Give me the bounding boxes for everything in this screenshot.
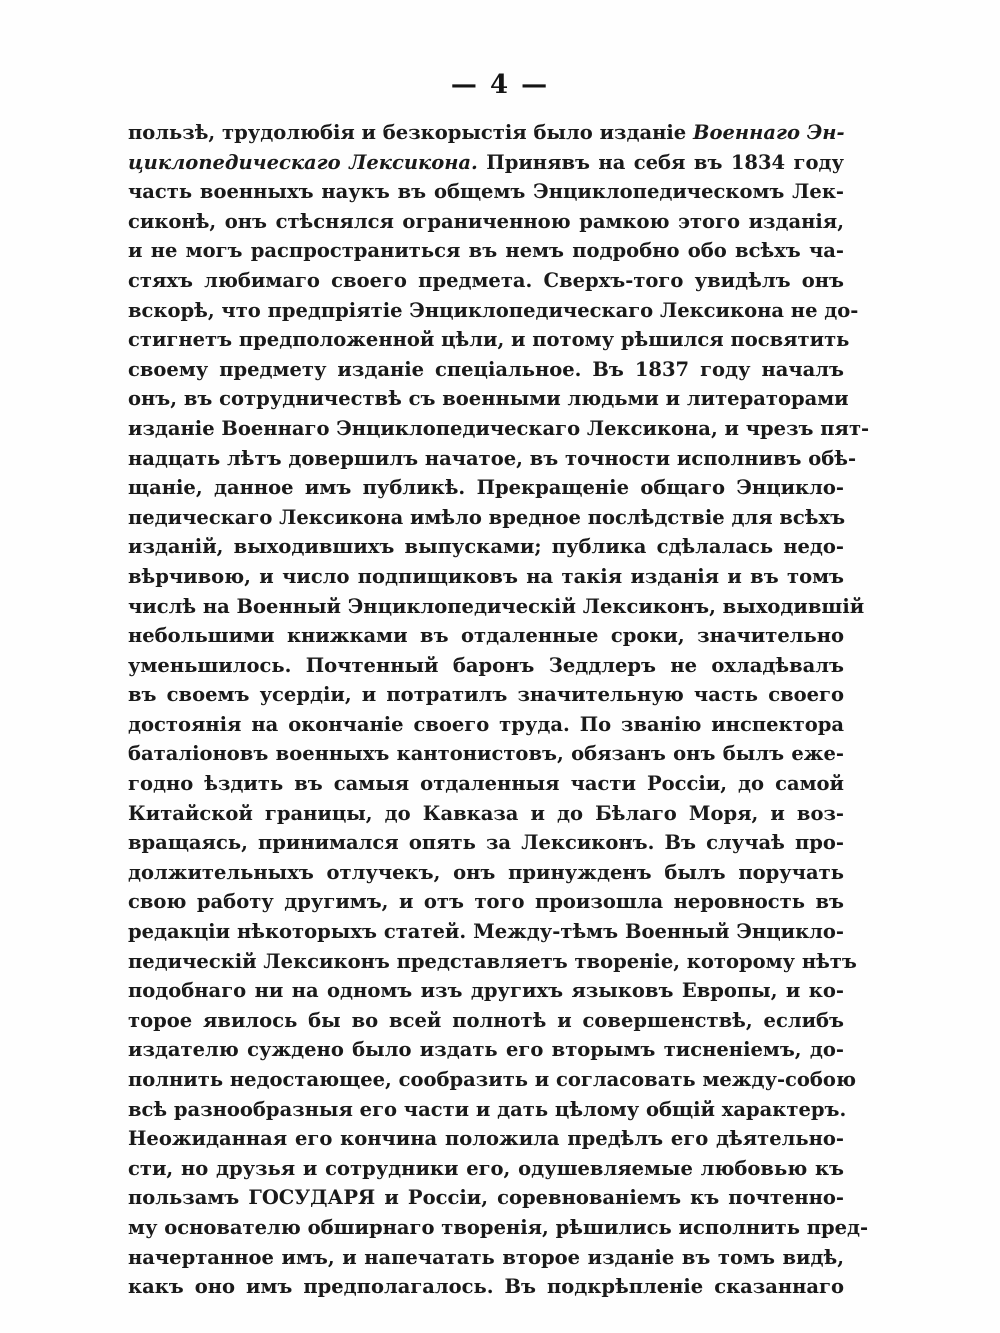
text-run: Неожиданная его кончина положила предѣлъ его дѣятельно- [128, 1127, 844, 1151]
text-line [128, 947, 857, 977]
text-line [128, 148, 844, 178]
italic-text-run: Военнаго Эн- [693, 121, 845, 144]
text-line [128, 858, 844, 888]
text-line [128, 384, 849, 414]
text-line [128, 1006, 844, 1036]
text-run: стигнетъ предположенной цѣли, и потому рѣшился посвятить [128, 328, 850, 352]
text-run: числѣ на Военный Энциклопедическій Лексиконъ, выходившій [128, 594, 865, 618]
text-run: вскорѣ, что предпріятіе Энциклопедическаго Лексикона не до- [128, 298, 859, 322]
text-run: свою работу другимъ, и отъ того произошла неровность въ [128, 890, 844, 914]
text-line [128, 414, 870, 444]
text-line [128, 976, 844, 1006]
text-run: полнить недостающее, сообразить и согласовать между-собою [128, 1068, 856, 1091]
text-run: педическаго Лексикона имѣло вредное послѣдствіе для всѣхъ [128, 505, 846, 529]
text-run: и не могъ распространиться въ немъ подробно обо всѣхъ ча- [128, 239, 844, 263]
text-line [128, 887, 844, 917]
text-line [128, 1035, 844, 1065]
text-run: уменьшилось. Почтенный баронъ Зеддлеръ не охладѣвалъ [128, 653, 844, 677]
text-line [128, 236, 844, 266]
text-line [128, 325, 850, 355]
text-run: часть военныхъ наукъ въ общемъ Энциклопедическомъ Лек- [128, 180, 844, 204]
text-line [128, 473, 844, 503]
text-run: щаніе, данное имъ публикѣ. Прекращеніе общаго Энцикло- [128, 476, 844, 500]
text-run: редакціи нѣкоторыхъ статей. Между-тѣмъ Военный Энцикло- [128, 920, 844, 944]
text-run: Принявъ на себя въ 1834 году [477, 150, 844, 174]
text-run: вращаясь, принимался опять за Лексиконъ. Въ случаѣ про- [128, 831, 844, 855]
text-run: надцать лѣтъ довершилъ начатое, въ точности исполнивъ обѣ- [128, 446, 857, 470]
text-line [128, 769, 844, 799]
text-line [128, 266, 844, 296]
text-run: вѣрчивою, и число подпищиковъ на такія изданія и въ томъ [128, 564, 844, 588]
text-run: Китайской границы, до Кавказа и до Бѣлаго Моря, и воз- [128, 801, 844, 825]
text-line [128, 1124, 844, 1154]
text-run: пользѣ, трудолюбія и безкорыстія было изданіе [128, 121, 694, 144]
text-run: должительныхъ отлучекъ, онъ принужденъ былъ поручать [128, 860, 844, 884]
text-line [128, 118, 844, 148]
text-run: му основателю обширнаго творенія, рѣшились исполнить пред- [128, 1215, 869, 1239]
text-run: достоянія на окончаніе своего труда. По званію инспектора [128, 712, 844, 736]
text-run: изданіе Военнаго Энциклопедическаго Лексикона, и чрезъ пят- [128, 416, 870, 440]
text-run: своему предмету изданіе спеціальное. Въ 1837 году началъ [128, 357, 844, 381]
text-line [128, 739, 844, 769]
text-line [128, 207, 844, 237]
text-run: изданій, выходившихъ выпусками; публика сдѣлалась недо- [128, 535, 844, 559]
text-line [128, 1095, 847, 1125]
text-line [128, 1154, 844, 1184]
text-line [128, 1272, 844, 1302]
text-line [128, 532, 844, 562]
text-line [128, 621, 844, 651]
text-run: какъ оно имъ предполагалось. Въ подкрѣпленіе сказаннаго [128, 1275, 844, 1299]
text-line [128, 1183, 844, 1213]
text-run: сти, но друзья и сотрудники его, одушевляемые любовью къ [128, 1156, 844, 1180]
text-run: издателю суждено было издать его вторымъ тисненіемъ, до- [128, 1038, 844, 1062]
text-run: сиконѣ, онъ стѣснялся ограниченною рамкою этого изданія, [128, 209, 844, 233]
text-run: пользамъ ГОСУДАРЯ и Россіи, соревнованіемъ къ почтенно- [128, 1186, 844, 1210]
text-line [128, 444, 857, 474]
page-number: — 4 — [450, 70, 550, 100]
text-run: стяхъ любимаго своего предмета. Сверхъ-того увидѣлъ онъ [128, 268, 844, 292]
text-line [128, 1065, 856, 1095]
text-run: баталіоновъ военныхъ кантонистовъ, обязанъ онъ былъ еже- [128, 742, 844, 766]
text-line [128, 680, 844, 710]
text-line [128, 355, 844, 385]
text-run: подобнаго ни на одномъ изъ другихъ языковъ Европы, и ко- [128, 979, 844, 1003]
text-line [128, 562, 844, 592]
text-line [128, 592, 865, 622]
text-run: всѣ разнообразныя его части и дать цѣлому общій характеръ. [128, 1097, 847, 1121]
text-line [128, 1213, 869, 1243]
text-line [128, 296, 859, 326]
text-line [128, 651, 844, 681]
text-run: педическій Лексиконъ представляетъ твореніе, которому нѣтъ [128, 949, 857, 973]
text-run: въ своемъ усердіи, и потратилъ значительную часть своего [128, 683, 844, 707]
text-run: годно ѣздить въ самыя отдаленныя части Россіи, до самой [128, 772, 844, 796]
text-run: онъ, въ сотрудничествѣ съ военными людьми и литераторами [128, 387, 849, 411]
text-line [128, 917, 844, 947]
text-run: небольшими книжками въ отдаленные сроки, значительно [128, 624, 844, 648]
text-run: начертанное имъ, и напечатать второе изданіе въ томъ видѣ, [128, 1245, 844, 1269]
text-line [128, 1243, 844, 1273]
text-line [128, 828, 844, 858]
text-line [128, 710, 844, 740]
text-line [128, 177, 844, 207]
italic-text-run: циклопедическаго Лексикона. [128, 150, 478, 174]
text-line [128, 503, 844, 533]
body-text [128, 118, 870, 1302]
text-line [128, 799, 844, 829]
text-run: торое явилось бы во всей полнотѣ и совершенствѣ, еслибъ [128, 1008, 844, 1032]
